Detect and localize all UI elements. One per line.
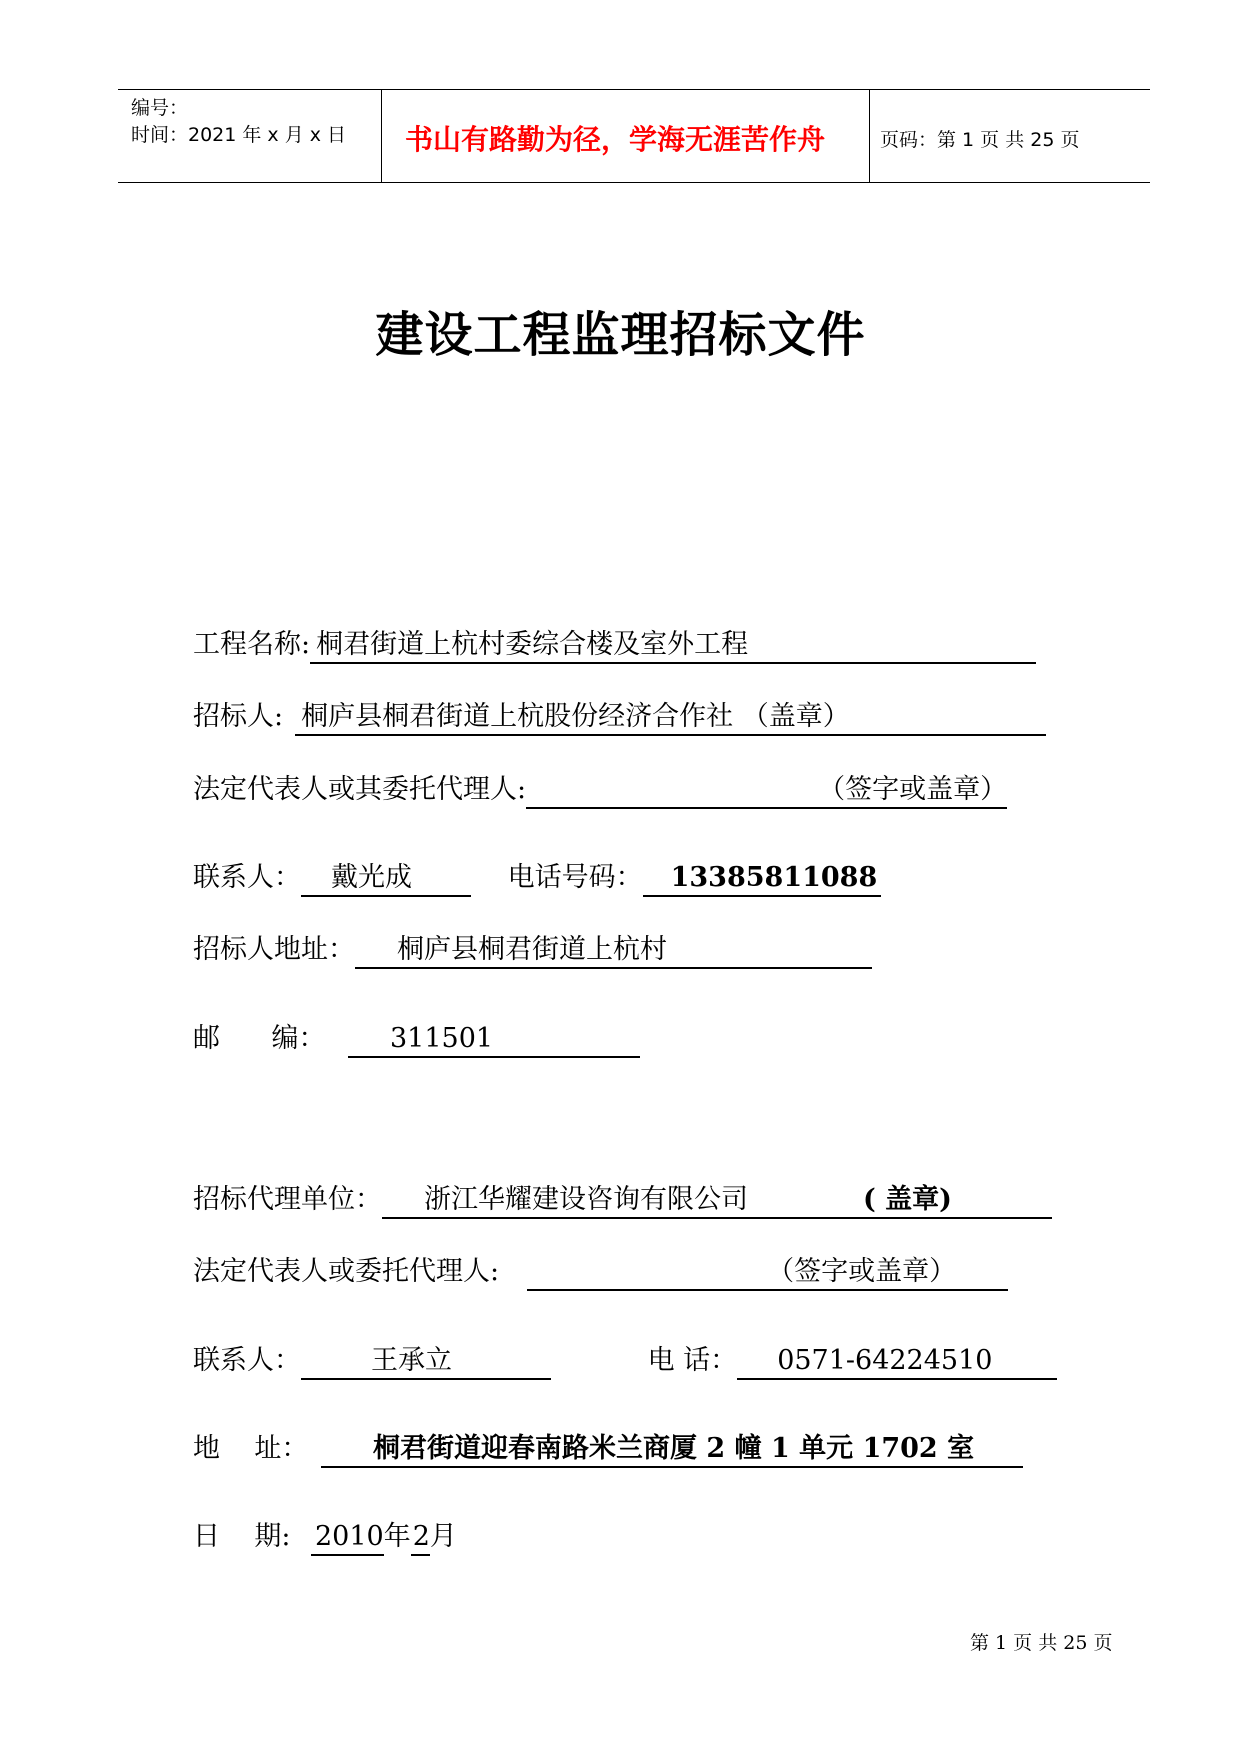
agency-contact-label: 联系人： bbox=[193, 1345, 301, 1376]
legal-rep-seal: （签字或盖章） bbox=[818, 774, 1008, 805]
agency-name: 浙江华耀建设咨询有限公司 bbox=[424, 1184, 748, 1215]
legal-rep-label: 法定代表人或其委托代理人: bbox=[193, 774, 527, 805]
date-label: 日 期: bbox=[193, 1521, 291, 1552]
address-label: 招标人地址： bbox=[193, 934, 355, 965]
phone-value: 13385811088 bbox=[643, 861, 881, 897]
date-month-suffix: 月 bbox=[429, 1521, 457, 1552]
tenderer-value: 桐庐县桐君街道上杭股份经济合作社 （盖章） bbox=[295, 700, 1046, 736]
date-row bbox=[193, 1520, 457, 1556]
agency-contact-value: 王承立 bbox=[301, 1344, 551, 1380]
agency-rep-value bbox=[527, 1255, 1008, 1291]
document-title: 建设工程监理招标文件 bbox=[375, 307, 866, 363]
contact-value: 戴光成 bbox=[301, 861, 471, 897]
postcode-label: 邮 编： bbox=[193, 1023, 326, 1054]
project-name-row bbox=[193, 628, 1036, 664]
project-name-label: 工程名称: bbox=[193, 629, 311, 660]
header-number: 编号： bbox=[131, 97, 189, 119]
agency-address-row bbox=[193, 1432, 1023, 1468]
date-month: 2 bbox=[411, 1520, 430, 1556]
tenderer-label: 招标人: bbox=[193, 701, 284, 732]
phone-label: 电话号码： bbox=[507, 862, 643, 893]
date-year-suffix: 年 bbox=[383, 1521, 411, 1552]
header-bottom-rule bbox=[118, 182, 1150, 183]
agency-label: 招标代理单位： bbox=[193, 1184, 382, 1215]
header-divider-left bbox=[381, 89, 382, 182]
agency-seal: ( 盖章) bbox=[863, 1184, 952, 1215]
agency-phone-value: 0571-64224510 bbox=[737, 1344, 1057, 1380]
legal-rep-row bbox=[193, 773, 1007, 809]
header-time: 时间：2021 年 x 月 x 日 bbox=[131, 124, 347, 146]
project-name-value: 桐君街道上杭村委综合楼及室外工程 bbox=[310, 628, 1036, 664]
header-top-rule bbox=[118, 89, 1150, 90]
agency-row bbox=[193, 1183, 1052, 1219]
agency-rep-label: 法定代表人或委托代理人: bbox=[193, 1256, 500, 1287]
header-page-info: 页码：第 1 页 共 25 页 bbox=[880, 129, 1080, 151]
contact-row bbox=[193, 861, 881, 897]
header-divider-right bbox=[869, 89, 870, 182]
contact-label: 联系人： bbox=[193, 862, 301, 893]
agency-address-label: 地 址： bbox=[193, 1433, 309, 1464]
date-year: 2010 bbox=[311, 1520, 384, 1556]
legal-rep-value bbox=[526, 773, 1007, 809]
agency-value bbox=[382, 1183, 1052, 1219]
address-row bbox=[193, 933, 872, 969]
tenderer-row bbox=[193, 700, 1046, 736]
page-footer: 第 1 页 共 25 页 bbox=[970, 1632, 1113, 1654]
postcode-value: 311501 bbox=[348, 1022, 640, 1058]
agency-address-value: 桐君街道迎春南路米兰商厦 2 幢 1 单元 1702 室 bbox=[321, 1432, 1023, 1468]
agency-contact-row bbox=[193, 1344, 1057, 1380]
agency-rep-row bbox=[193, 1255, 1008, 1291]
agency-phone-label: 电 话： bbox=[647, 1345, 738, 1376]
agency-rep-seal: （签字或盖章） bbox=[767, 1256, 957, 1287]
address-value: 桐庐县桐君街道上杭村 bbox=[355, 933, 872, 969]
postcode-row bbox=[193, 1022, 640, 1058]
header-motto: 书山有路勤为径，学海无涯苦作舟 bbox=[405, 123, 826, 156]
